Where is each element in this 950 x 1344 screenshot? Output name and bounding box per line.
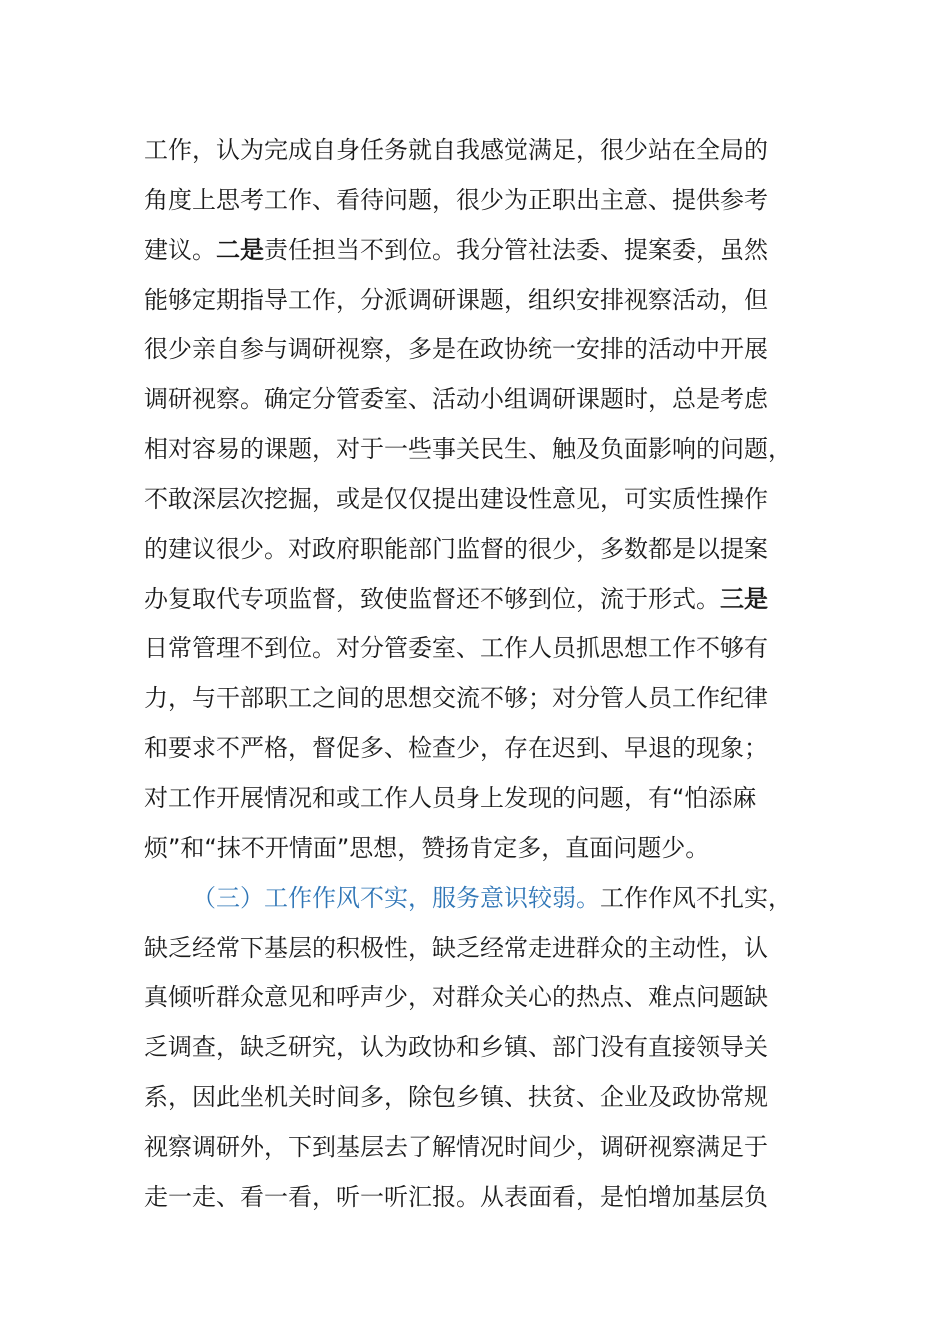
text-line (144, 525, 824, 575)
text-run: 角度上思考工作、看待问题，很少为正职出主意、提供参考 (144, 185, 768, 214)
text-run: 相对容易的课题，对于一些事关民生、触及负面影响的问题， (144, 435, 792, 464)
text-line (144, 924, 824, 974)
text-line (144, 724, 824, 774)
text-run: 日常管理不到位。对分管委室、工作人员抓思想工作不够有 (144, 634, 768, 663)
text-line (144, 226, 824, 276)
text-run: 工作作风不扎实， (600, 883, 792, 912)
text-run: 系，因此坐机关时间多，除包乡镇、扶贫、企业及政协常规 (144, 1083, 768, 1112)
text-line (144, 624, 824, 674)
text-run: 缺乏经常下基层的积极性，缺乏经常走进群众的主动性，认 (144, 933, 768, 962)
text-line (144, 126, 824, 176)
text-line (144, 1173, 824, 1223)
text-run: 力，与干部职工之间的思想交流不够；对分管人员工作纪律 (144, 684, 768, 713)
body-text (144, 126, 824, 1223)
text-run: 能够定期指导工作，分派调研课题，组织安排视察活动，但 (144, 285, 768, 314)
text-line (144, 425, 824, 475)
text-run: 走一走、看一看，听一听汇报。从表面看，是怕增加基层负 (144, 1182, 768, 1211)
text-line (144, 774, 824, 824)
text-run: 真倾听群众意见和呼声少，对群众关心的热点、难点问题缺 (144, 983, 768, 1012)
text-run: 调研视察。确定分管委室、活动小组调研课题时，总是考虑 (144, 385, 768, 414)
text-line (144, 1123, 824, 1173)
text-line (144, 824, 824, 874)
section-heading-line (144, 874, 824, 924)
text-line (144, 375, 824, 425)
text-run: 视察调研外，下到基层去了解情况时间少，调研视察满足于 (144, 1132, 768, 1161)
text-line (144, 475, 824, 525)
text-run: 工作，认为完成自身任务就自我感觉满足，很少站在全局的 (144, 136, 768, 164)
text-line (144, 325, 824, 375)
text-run: 和要求不严格，督促多、检查少，存在迟到、早退的现象； (144, 734, 768, 763)
text-run: 的建议很少。对政府职能部门监督的很少，多数都是以提案 (144, 534, 768, 563)
text-run: 烦”和“抹不开情面”思想，赞扬肯定多，直面问题少。 (144, 833, 710, 862)
text-run: 建议。 (144, 235, 216, 264)
text-run: 办复取代专项监督，致使监督还不够到位，流于形式。 (144, 584, 720, 613)
text-run: 乏调查，缺乏研究，认为政协和乡镇、部门没有直接领导关 (144, 1033, 768, 1062)
text-run: 不敢深层次挖掘，或是仅仅提出建设性意见，可实质性操作 (144, 484, 768, 513)
text-line (144, 973, 824, 1023)
text-line (144, 575, 824, 625)
text-line (144, 1073, 824, 1123)
text-line (144, 674, 824, 724)
text-run: 责任担当不到位。我分管社法委、提案委，虽然 (264, 235, 768, 264)
text-run: 很少亲自参与调研视察，多是在政协统一安排的活动中开展 (144, 335, 768, 364)
item-marker-2: 二是 (216, 235, 264, 264)
text-line (144, 276, 824, 326)
section-heading: （三）工作作风不实，服务意识较弱。 (192, 883, 600, 912)
item-marker-3: 三是 (720, 584, 768, 613)
text-run: 对工作开展情况和或工作人员身上发现的问题，有“怕添麻 (144, 783, 757, 812)
text-line (144, 1023, 824, 1073)
text-line (144, 176, 824, 226)
